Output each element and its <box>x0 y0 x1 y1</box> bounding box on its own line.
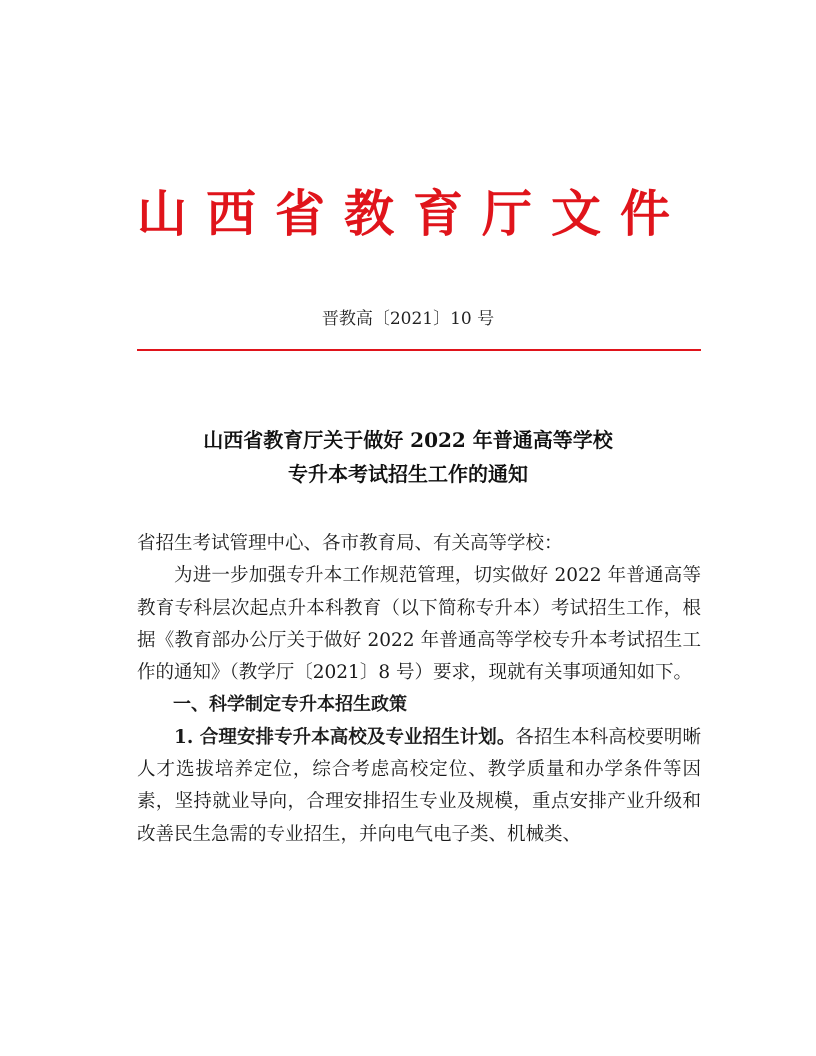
notice-title-line-1: 山西省教育厅关于做好 2022 年普通高等学校 <box>203 428 613 452</box>
item-lead: 1. 合理安排专升本高校及专业招生计划。 <box>174 726 516 748</box>
red-divider-line <box>137 349 701 351</box>
notice-title-line-2: 专升本考试招生工作的通知 <box>288 462 528 486</box>
section-heading: 一、科学制定专升本招生政策 <box>173 694 407 716</box>
item-paragraph <box>137 722 701 851</box>
item-text: 各招生本科高校要明晰人才选拔培养定位，综合考虑高校定位、教学质量和办学条件等因素，坚持就业导向，合理安排招生专业及规模，重点安排产业升级和改善民生急需的专业招生，并向电气电子类、机械类、 <box>137 726 701 845</box>
document-body <box>137 528 701 851</box>
issuer-title: 山西省教育厅文件 <box>137 184 689 243</box>
notice-title <box>0 423 816 491</box>
salutation: 省招生考试管理中心、各市教育局、有关高等学校： <box>137 533 563 554</box>
document-number: 晋教高〔2021〕10 号 <box>321 309 495 329</box>
intro-paragraph: 为进一步加强专升本工作规范管理，切实做好 2022 年普通高等教育专科层次起点升本科教育（以下简称专升本）考试招生工作，根据《教育部办公厅关于做好 2022 年普通高等学校专升本考试招生工作的通知》（教学厅〔2021〕8 号）要求，现就有关事项通知如下。 <box>137 565 701 684</box>
